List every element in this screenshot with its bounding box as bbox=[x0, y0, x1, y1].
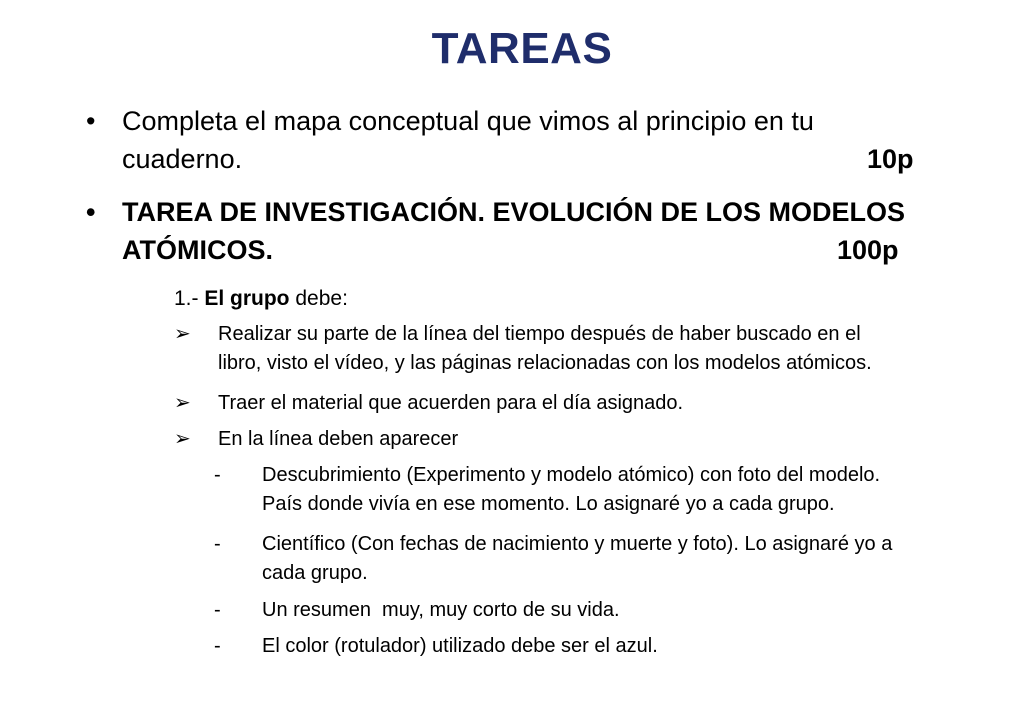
dash-bullet: - bbox=[214, 599, 221, 621]
task-points: 10p bbox=[867, 144, 914, 174]
task-line: TAREA DE INVESTIGACIÓN. EVOLUCIÓN DE LOS MODELOS bbox=[122, 197, 906, 227]
arrow-bullet-icon: ➢ bbox=[174, 428, 191, 450]
list-item-line: Traer el material que acuerden para el día asignado. bbox=[218, 392, 684, 414]
sub-list-item-line: cada grupo. bbox=[262, 562, 368, 584]
list-item-line: En la línea deben aparecer bbox=[218, 428, 459, 450]
dash-bullet: - bbox=[214, 533, 221, 555]
group-heading-prefix: 1.- bbox=[174, 287, 205, 310]
page-title: TAREAS bbox=[431, 24, 613, 73]
bullet-dot: • bbox=[86, 197, 96, 227]
task-line: Completa el mapa conceptual que vimos al principio en tu bbox=[122, 106, 814, 136]
bullet-dot: • bbox=[86, 106, 96, 136]
sub-list-item-line: Científico (Con fechas de nacimiento y muerte y foto). Lo asignaré yo a bbox=[262, 533, 893, 555]
sub-list-item-line: Descubrimiento (Experimento y modelo atómico) con foto del modelo. bbox=[262, 464, 881, 486]
list-item-line: libro, visto el vídeo, y las páginas relacionadas con los modelos atómicos. bbox=[218, 352, 872, 374]
arrow-bullet-icon: ➢ bbox=[174, 323, 191, 345]
task-line: ATÓMICOS. bbox=[122, 235, 273, 265]
group-heading-bold: El grupo bbox=[204, 287, 290, 310]
task-points: 100p bbox=[837, 235, 899, 265]
sub-list-item-line: País donde vivía en ese momento. Lo asignaré yo a cada grupo. bbox=[262, 493, 835, 515]
dash-bullet: - bbox=[214, 635, 221, 657]
group-heading bbox=[174, 285, 348, 313]
list-item-line: Realizar su parte de la línea del tiempo después de haber buscado en el bbox=[218, 323, 861, 345]
dash-bullet: - bbox=[214, 464, 221, 486]
sub-list-item-line: Un resumen muy, muy corto de su vida. bbox=[262, 599, 620, 621]
sub-list-item-line: El color (rotulador) utilizado debe ser el azul. bbox=[262, 635, 658, 657]
group-heading-suffix: debe: bbox=[289, 287, 348, 310]
arrow-bullet-icon: ➢ bbox=[174, 392, 191, 414]
task-line: cuaderno. bbox=[122, 144, 243, 174]
